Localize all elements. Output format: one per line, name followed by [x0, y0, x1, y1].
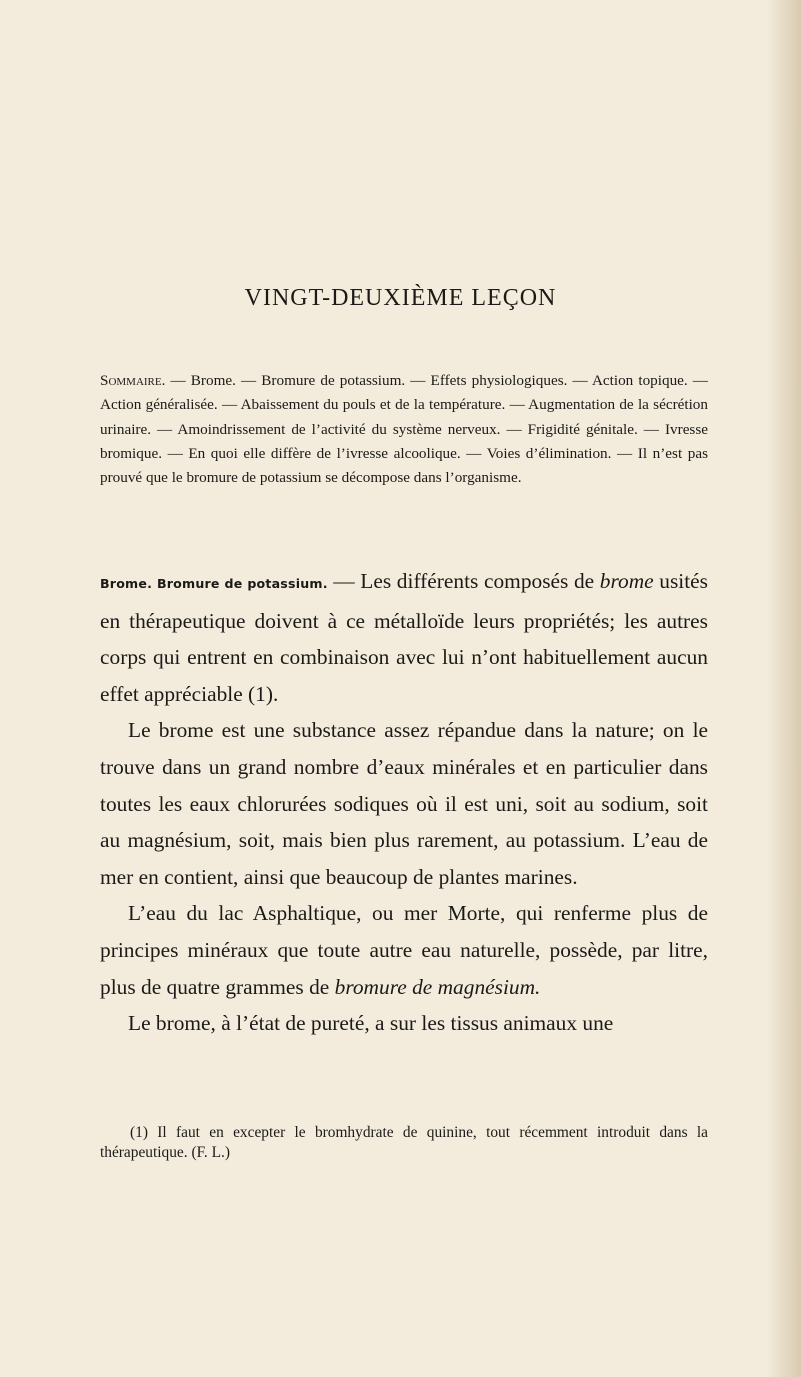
- main-text: [100, 563, 708, 1042]
- page-edge-shadow: [767, 0, 801, 1377]
- summary-paragraph: [100, 369, 708, 490]
- footnote: (1) Il faut en excepter le bromhydrate de quinine, tout récemment introduit dans la thérapeutique. (F. L.): [100, 1124, 708, 1161]
- paragraph-3-text: L’eau du lac Asphaltique, ou mer Morte, qui renferme plus de principes minéraux que toute autre eau naturelle, possède, par litre, plus de quatre grammes de: [100, 901, 708, 999]
- paragraph-4: Le brome, à l’état de pureté, a sur les tissus animaux une: [128, 1011, 614, 1036]
- paragraph-3-emphasis: bromure de magnésium.: [334, 974, 541, 999]
- side-heading: Brome. Bromure de potassium.: [100, 576, 328, 591]
- paragraph-1: [100, 563, 708, 712]
- paragraph-1-emphasis: brome: [599, 569, 654, 593]
- lesson-title: VINGT-DEUXIÈME LEÇON: [244, 285, 557, 311]
- summary-text: — Brome. — Bromure de potassium. — Effets physiologiques. — Action topique. — Action généralisée. — Abaissement du pouls et de la température. — Augmentation de la sécrétion urinaire. — Amoindrissement de l’activité du système nerveux. — Frigidité génitale. — Ivresse bromique. — En quoi elle diffère de l’ivresse alcoolique. — Voies d’élimination. — Il n’est pas prouvé que le bromure de potassium se décompose dans l’organisme.: [100, 372, 708, 487]
- paragraph-1-text-a: — Les différents composés de: [327, 569, 600, 593]
- paragraph-1-text-b: usités en thérapeutique doivent à ce métalloïde leurs propriétés; les autres corps qui entrent en combinaison avec lui n’ont habituellement aucun effet appréciable (1).: [100, 569, 708, 706]
- summary-label: Sommaire.: [100, 372, 166, 389]
- paragraph-3: [100, 895, 708, 1005]
- paragraph-2: Le brome est une substance assez répandue dans la nature; on le trouve dans un grand nombre d’eaux minérales et en particulier dans toutes les eaux chlorurées sodiques où il est uni, soit au sodium, soit au magnésium, soit, mais bien plus rarement, au potassium. L’eau de mer en contient, ainsi que beaucoup de plantes marines.: [100, 718, 708, 889]
